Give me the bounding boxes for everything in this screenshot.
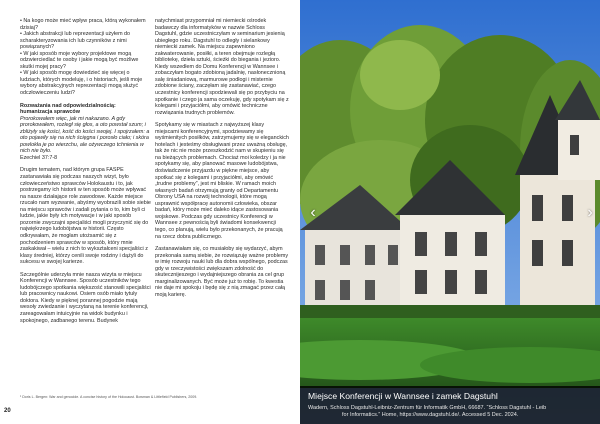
section-subheading: humanizacja sprawców [20,109,80,116]
body-paragraph: natychmiast przypomniał mi niemiecki ośrodek badawczy dla informatyków w nazwie Schloss Dagstuhl, gdzie uczestniczyłam w seminarium jesienią ubiegłego roku. Dagstuhl to odległy i sielankowy niemiecki zamek. Na miejscu zapewniono zakwaterowanie, posiłki, a teren obejmuje rozległą bibliotekę, dzieła sztuki, ścieżki do biegania i jezioro. Kiedy wszedłem do Domu Konferencji w Wannsee i zobaczyłam bogato zdobioną jadalnię, nasłonecznioną salę śniadaniową, marmurowe podłogi i misternie zdobione ściany, zaczęłam się zastanawiać, czego uczestnicy konferencji spodziewali się po przybyciu na spotkanie i czego ja sama oczekuję, gdy spotykam się z kolegami i przyjaciółmi, aby omówić techniczne rozwiązania trudnych problemów. [155,18,289,116]
quote-reference: Ezechiel 37:7-8 [20,154,58,161]
reflection-question: • Na kogo może mieć wpływ praca, którą wykonałem dzisiaj? [20,18,146,31]
next-slide-icon[interactable]: › [587,204,593,221]
photo-slideshow [300,0,600,424]
body-paragraph: Zastanawiałam się, co musiałoby się wydarzyć, abym przekonała samą siebie, że rozwiązuję ważne problemy w imię rozwoju nauki lub dla dobra wspólnego, podczas gdy w rzeczywistości zwiększam zdolność do skutecznijeszego i wydajniejszego obrania za cel grup marginalizowanych. Być może już to robię. To kwestia nie daje mi spokoju i będę się z nią zmagać przez całą moją karierę. [155,246,289,298]
previous-slide-icon[interactable]: ‹ [310,204,316,221]
body-paragraph: Drugim tematem, nad którym grupa FASPE zastanawiała się podczas naszych wizyt, było człowieczeństwo sprawców Holokaustu i to, jak postrzegamy ich historii w ten sposób może wpływać na nasze działające role zawodowe. Każde miejsce rzucało nam wyzwanie, abyśmy wyobrazili sobie siebie na miejscu sprawców i zadali pytania o to, kim byli ci ludzie, jakie były ich motywacje i w jaki sposób pozornie zwyczajni specjaliści mogli przyczynić się do najwiękrzego ludobójstwa w historii. Często odkrywałam, że mogłam utożsamić się z pochodzeniem sprawców w sposób, który mnie zaskakiwał – wielu z nich to wykształceni specjaliści z klasy średniej, którzy cenili swoje rodziny i dążyli do sukcesu w swojej karierze. [20,167,151,266]
photo-caption-title: Miejsce Konferencji w Wannsee i zamek Dagstuhl [308,391,498,401]
page-number: 20 [4,408,11,414]
reflection-question: • Jakich abstrakcji lub reprezentacji użyłem do scharakteryzowania ich lub czynników z nimi powiązanych? [20,31,131,51]
photo-credit-line: Wadern, Schloss Dagstuhl-Leibniz-Zentrum für Informatik GmbH, 66687. “Schloss Dagstuhl - Leib [308,405,547,411]
reflection-question: • W jaki sposób mogę dowiedzieć się więcej o ludziach, których modeluję, i o historiach, jeśli moje wybory abstrakcyjnych reprezentacji mogą służyć odczłowieczeniu ludzi? [20,70,143,97]
footnote: ¹ Doris L. Bergen: War and genocide. A concise history of the Holocaust. Bowman & Littlefield Publishers, 2009. [20,395,198,399]
photo-credit-line: for Informatics.” Home, https://www.dagstuhl.de/. Accessed 5 Dec. 2024. [342,412,519,418]
photo-credit [308,405,600,419]
section-heading: Rozważania nad odpowiedzialnością: [20,102,116,109]
body-paragraph: Spotykamy się w miastach z najwyższej klasy miejscami konferencyjnymi, spodziewamy się wyśmienitych posiłków, zatrzymujemy się w eleganckich hotelach i jesteśmy obsługiwani przez uważną obsługę, tak że nic nie może przeszkodzić nam w skupieniu się na bieżących problemach. Chociaż moi koledzy i ja nie spotykamy się, aby planować masowe ludobójstwa, doświadczenie przyjazdu w piękne miejsce, aby spotkać się z kolegami i przyjaciółmi, aby omówić „trudne problemy”, jest mi bliskie. W ramach moich własnych badań otrzymują granty od Departamentu Obrony USA na rozwój technologii, które mogą usprawnić współpracę autonomii człowieka, obszar badań, który może mieć daleko idące zastosowania wojskowe. Podczas gdy uczestnicy Konferencji w Wannsee z pewnością byli świadomi konsekwencji tego, co planują, wielu było przekonanych, że pracują na rzecz dobra publicznego. [155,122,289,240]
bible-quote: Prorokowałem więc, jak mi nakazano. A gdy prorokowałem, rozległ się głos, a oto powstał szum; i zbliżyły się kości, kość do kości swojej. I spojrzałem: a oto pojawiły się na nich ścięgna i porosło ciało; i skóra powlokła je po wierzchu, ale ożywczego tchnienia w nich nie było. [20,115,150,155]
reflection-question: • W jaki sposób moje wybory projektowe mogą odzwierciedlać te osoby i jakie mogą być możliwe skutki mojej pracy? [20,50,139,70]
text-column-right [155,18,289,304]
text-column-left [20,18,152,330]
castle-photo [300,0,600,424]
body-paragraph: Szczególnie uderzyła mnie nasza wizyta w miejscu Konferencji w Wannsee. Sposób uczestników tego ludobójczego spotkania większość stanowili specjaliści lub pracownicy naukowi. Osiem osób miało tytuły doktora. Kiedy w pięknej porannej pogodzie mają wesoły zwiedzanie i wyczytaną na terenie konferencji, zareagowałam intuicyjnie na widok budynku i spokojnego, zadbanego terenu. Budynek [20,271,151,324]
